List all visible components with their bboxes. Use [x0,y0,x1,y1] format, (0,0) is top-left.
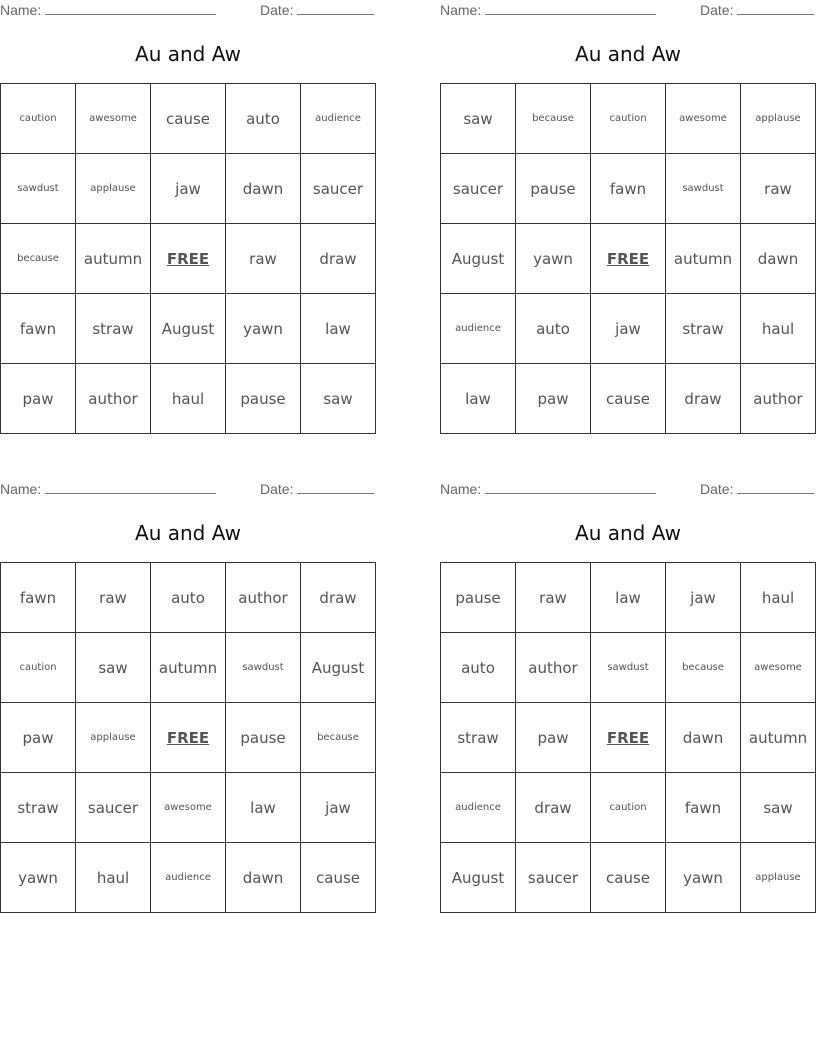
bingo-cell[interactable]: author [226,563,301,633]
date-field[interactable] [260,481,374,497]
bingo-cell[interactable]: saucer [301,154,376,224]
bingo-cell[interactable]: paw [1,703,76,773]
grid-row [441,364,816,434]
bingo-cell[interactable]: raw [741,154,816,224]
bingo-cell[interactable]: awesome [151,773,226,843]
grid-row [441,84,816,154]
bingo-cell[interactable]: haul [76,843,151,913]
bingo-cell[interactable]: haul [741,294,816,364]
bingo-cell[interactable]: audience [151,843,226,913]
bingo-cell[interactable]: draw [516,773,591,843]
bingo-cell[interactable]: audience [441,773,516,843]
bingo-grid [0,562,376,913]
bingo-cell[interactable]: cause [151,84,226,154]
bingo-cell[interactable]: sawdust [226,633,301,703]
bingo-cell[interactable]: raw [516,563,591,633]
bingo-cell[interactable]: saucer [516,843,591,913]
grid-row [441,773,816,843]
grid-row [1,224,376,294]
bingo-cell[interactable]: fawn [1,294,76,364]
bingo-cell[interactable]: fawn [591,154,666,224]
bingo-cell[interactable]: draw [301,563,376,633]
name-blank-line[interactable] [485,2,656,15]
name-field[interactable] [0,2,216,18]
grid-row [1,703,376,773]
bingo-cell[interactable]: draw [301,224,376,294]
bingo-cell[interactable]: auto [151,563,226,633]
bingo-cell[interactable]: because [666,633,741,703]
bingo-cell[interactable]: paw [516,364,591,434]
bingo-cell[interactable]: law [441,364,516,434]
bingo-cell[interactable]: paw [516,703,591,773]
grid-row [1,364,376,434]
bingo-cell[interactable]: August [151,294,226,364]
bingo-cell[interactable]: haul [741,563,816,633]
bingo-cell[interactable]: jaw [301,773,376,843]
bingo-cell[interactable]: pause [226,364,301,434]
grid-row [1,294,376,364]
grid-row [441,224,816,294]
bingo-cell[interactable]: cause [301,843,376,913]
bingo-cell[interactable]: law [591,563,666,633]
bingo-cell[interactable]: August [301,633,376,703]
bingo-cell[interactable]: fawn [1,563,76,633]
bingo-cell[interactable]: author [76,364,151,434]
date-field[interactable] [700,2,814,18]
bingo-cell[interactable]: saw [301,364,376,434]
bingo-cell[interactable]: caution [591,84,666,154]
name-label: Name: [0,2,42,18]
bingo-cell[interactable]: saucer [441,154,516,224]
grid-row [441,843,816,913]
bingo-cell[interactable]: saw [76,633,151,703]
bingo-cell[interactable]: paw [1,364,76,434]
card-title: Au and Aw [135,521,241,545]
grid-row [441,703,816,773]
bingo-cell[interactable]: dawn [226,154,301,224]
grid-row [441,633,816,703]
grid-row [441,294,816,364]
card-header [440,0,816,22]
name-field[interactable] [440,2,656,18]
card-title: Au and Aw [575,42,681,66]
card-header [0,479,376,501]
bingo-cell[interactable]: dawn [226,843,301,913]
bingo-cell[interactable]: sawdust [666,154,741,224]
bingo-cell[interactable]: straw [76,294,151,364]
grid-row [1,773,376,843]
grid-row [1,563,376,633]
bingo-cell[interactable]: caution [591,773,666,843]
bingo-cell[interactable]: saucer [76,773,151,843]
name-label: Name: [440,2,482,18]
card-title: Au and Aw [135,42,241,66]
bingo-cell[interactable]: pause [226,703,301,773]
card-header [0,0,376,22]
bingo-cell[interactable]: pause [441,563,516,633]
bingo-grid [440,83,816,434]
bingo-cell[interactable]: autumn [741,703,816,773]
bingo-cell[interactable]: caution [1,84,76,154]
bingo-cell[interactable]: sawdust [591,633,666,703]
bingo-cell[interactable]: autumn [666,224,741,294]
card-title: Au and Aw [575,521,681,545]
bingo-cell[interactable]: jaw [151,154,226,224]
date-blank-line[interactable] [297,481,374,494]
name-label: Name: [0,481,42,497]
grid-row [1,843,376,913]
name-field[interactable] [0,481,216,497]
bingo-cell[interactable]: straw [666,294,741,364]
card-header [440,479,816,501]
bingo-cell[interactable]: auto [441,633,516,703]
bingo-cell[interactable]: audience [441,294,516,364]
name-blank-line[interactable] [45,2,216,15]
grid-row [1,154,376,224]
bingo-cell[interactable]: autumn [76,224,151,294]
bingo-grid [440,562,816,913]
bingo-cell[interactable]: jaw [666,563,741,633]
date-blank-line[interactable] [737,2,814,15]
grid-row [441,154,816,224]
bingo-cell[interactable]: yawn [226,294,301,364]
bingo-cell[interactable]: auto [226,84,301,154]
free-space[interactable]: FREE [591,224,666,294]
grid-row [1,84,376,154]
bingo-cell[interactable]: applause [741,84,816,154]
grid-row [441,563,816,633]
bingo-cell[interactable]: author [741,364,816,434]
bingo-cell[interactable]: pause [516,154,591,224]
date-label: Date: [700,2,734,18]
date-blank-line[interactable] [297,2,374,15]
date-label: Date: [700,481,734,497]
bingo-cell[interactable]: because [516,84,591,154]
name-blank-line[interactable] [45,481,216,494]
bingo-cell[interactable]: awesome [741,633,816,703]
bingo-cell[interactable]: jaw [591,294,666,364]
bingo-cell[interactable]: August [441,843,516,913]
free-space[interactable]: FREE [591,703,666,773]
bingo-cell[interactable]: yawn [516,224,591,294]
bingo-cell[interactable]: awesome [76,84,151,154]
bingo-cell[interactable]: cause [591,364,666,434]
bingo-cell[interactable]: sawdust [1,154,76,224]
free-space[interactable]: FREE [151,224,226,294]
bingo-cell[interactable]: raw [76,563,151,633]
bingo-cell[interactable]: applause [741,843,816,913]
name-blank-line[interactable] [485,481,656,494]
bingo-cell[interactable]: August [441,224,516,294]
bingo-cell[interactable]: straw [441,703,516,773]
bingo-cell[interactable]: yawn [1,843,76,913]
bingo-cell[interactable]: fawn [666,773,741,843]
date-field[interactable] [260,2,374,18]
date-blank-line[interactable] [737,481,814,494]
bingo-cell[interactable]: because [1,224,76,294]
bingo-cell[interactable]: because [301,703,376,773]
bingo-cell[interactable]: law [226,773,301,843]
bingo-cell[interactable]: author [516,633,591,703]
bingo-cell[interactable]: cause [591,843,666,913]
bingo-cell[interactable]: draw [666,364,741,434]
bingo-cell[interactable]: haul [151,364,226,434]
bingo-cell[interactable]: caution [1,633,76,703]
bingo-grid [0,83,376,434]
bingo-cell[interactable]: awesome [666,84,741,154]
name-label: Name: [440,481,482,497]
bingo-cell[interactable]: yawn [666,843,741,913]
bingo-cell[interactable]: applause [76,703,151,773]
bingo-cell[interactable]: straw [1,773,76,843]
bingo-cell[interactable]: dawn [741,224,816,294]
name-field[interactable] [440,481,656,497]
bingo-cell[interactable]: audience [301,84,376,154]
bingo-cell[interactable]: dawn [666,703,741,773]
date-field[interactable] [700,481,814,497]
grid-row [1,633,376,703]
bingo-cell[interactable]: saw [741,773,816,843]
bingo-cell[interactable]: applause [76,154,151,224]
bingo-cell[interactable]: law [301,294,376,364]
bingo-cell[interactable]: auto [516,294,591,364]
bingo-cell[interactable]: raw [226,224,301,294]
free-space[interactable]: FREE [151,703,226,773]
date-label: Date: [260,2,294,18]
bingo-cell[interactable]: saw [441,84,516,154]
date-label: Date: [260,481,294,497]
bingo-cell[interactable]: autumn [151,633,226,703]
